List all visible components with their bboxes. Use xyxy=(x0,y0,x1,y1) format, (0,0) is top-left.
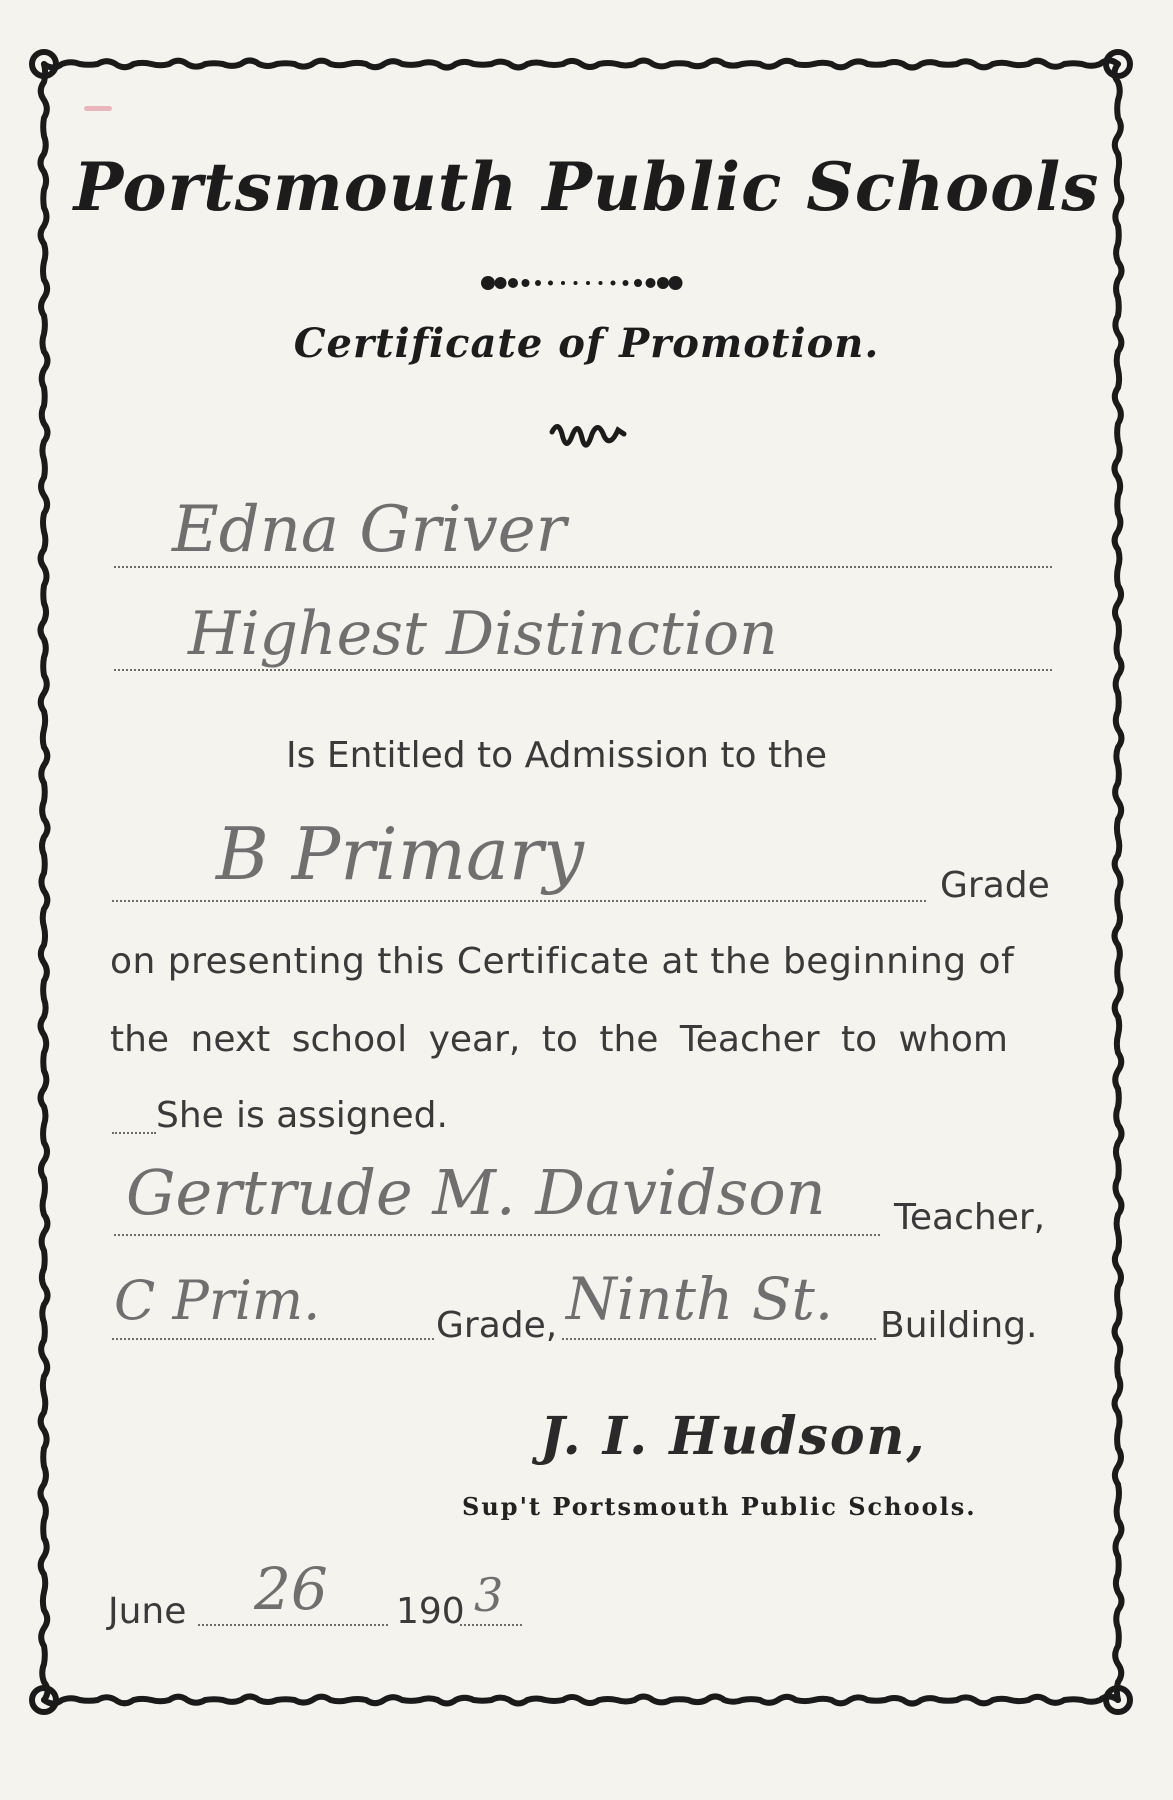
grade-label: Grade xyxy=(940,865,1050,906)
superintendent-signature: J. I. Hudson, xyxy=(540,1406,927,1467)
superintendent-title: Sup't Portsmouth Public Schools. xyxy=(462,1492,977,1521)
certificate-subtitle: Certificate of Promotion. xyxy=(293,320,880,367)
teacher-line xyxy=(114,1234,880,1236)
building-name: Ninth St. xyxy=(566,1265,834,1333)
grade-value: B Primary xyxy=(216,812,584,896)
pronoun: She xyxy=(156,1095,224,1136)
divider-dot xyxy=(574,281,578,285)
date-day-line xyxy=(198,1624,388,1626)
divider-dot xyxy=(495,277,507,289)
divider-dot xyxy=(611,281,616,286)
teacher-label: Teacher, xyxy=(894,1197,1046,1238)
divider-dot xyxy=(481,276,495,290)
divider-dot xyxy=(561,281,565,285)
entitled-text: Is Entitled to Admission to the xyxy=(286,735,828,776)
date-day: 26 xyxy=(254,1555,328,1623)
distinction-line xyxy=(114,669,1052,671)
teacher-grade-line xyxy=(112,1338,434,1340)
dot-divider xyxy=(0,268,1173,298)
divider-dot xyxy=(535,280,541,286)
divider-dot xyxy=(623,280,629,286)
pronoun-line xyxy=(112,1132,156,1134)
border-edge xyxy=(1115,64,1122,1700)
date-year-line xyxy=(460,1624,522,1626)
student-name: Edna Griver xyxy=(172,493,567,567)
teacher-name: Gertrude M. Davidson xyxy=(126,1156,826,1229)
divider-dot xyxy=(508,278,518,288)
divider-dot xyxy=(522,279,530,287)
date-year-digit: 3 xyxy=(474,1568,504,1622)
divider-dot xyxy=(669,276,683,290)
border-edge xyxy=(44,1697,1118,1704)
grade-comma-label: Grade, xyxy=(436,1305,558,1346)
body-line-2: the next school year, to the Teacher to whom xyxy=(110,1019,1008,1060)
ornament-flourish xyxy=(548,414,628,460)
assigned-text: is assigned. xyxy=(236,1095,448,1136)
distinction-value: Highest Distinction xyxy=(188,599,778,669)
body-line-1: on presenting this Certificate at the beginning of xyxy=(110,941,1015,982)
grade-line xyxy=(112,900,926,902)
divider-dot xyxy=(599,281,603,285)
building-label: Building. xyxy=(880,1305,1038,1346)
divider-dot xyxy=(657,277,669,289)
date-year-prefix: 190 xyxy=(396,1591,465,1632)
divider-dot xyxy=(634,279,642,287)
date-month: June xyxy=(108,1591,187,1632)
border-edge xyxy=(44,61,1118,68)
divider-dot xyxy=(548,281,553,286)
building-line xyxy=(562,1338,876,1340)
ink-mark xyxy=(84,106,112,111)
divider-dot xyxy=(646,278,656,288)
teacher-grade: C Prim. xyxy=(114,1269,321,1332)
border-edge xyxy=(41,64,48,1700)
school-title: Portsmouth Public Schools xyxy=(73,148,1100,226)
divider-dot xyxy=(586,281,590,285)
